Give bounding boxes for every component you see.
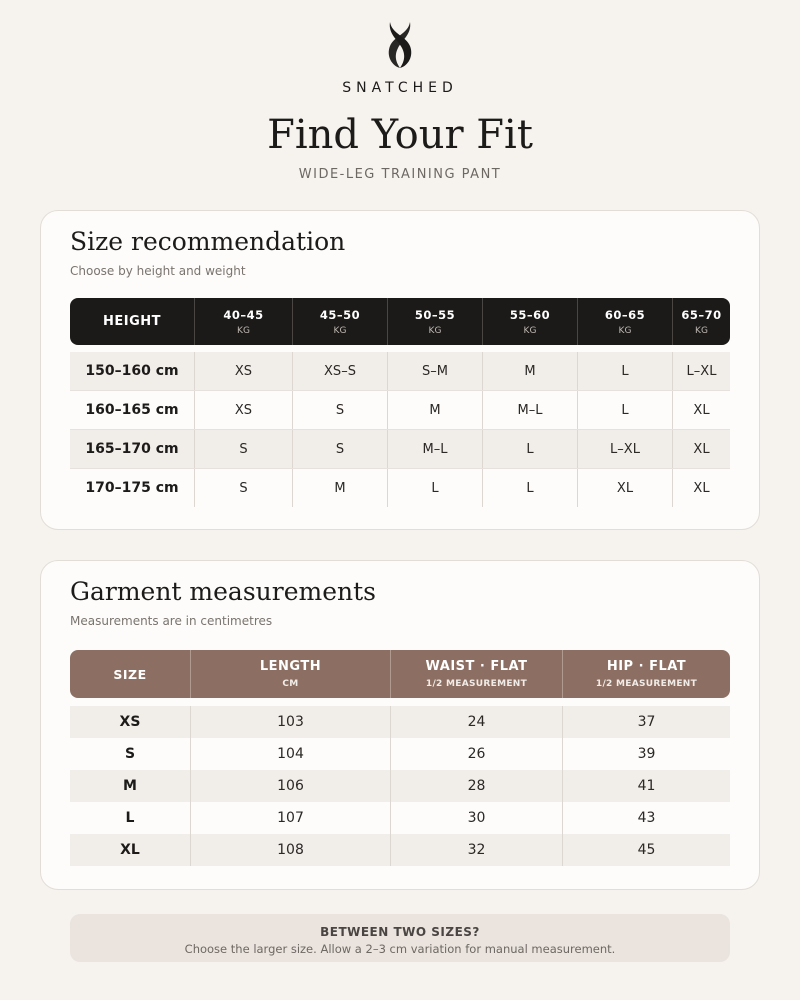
table-body (70, 352, 730, 507)
size-cell: XS (119, 714, 141, 730)
hip-cell: 45 (562, 834, 730, 866)
note-title: BETWEEN TWO SIZES? (320, 925, 480, 939)
size-cell: L (125, 810, 135, 826)
weight-range: 40–45 (223, 307, 264, 322)
between-sizes-note (70, 914, 730, 962)
header-cell-weight (577, 298, 672, 345)
size-cell: L (482, 469, 577, 507)
weight-range: 65–70 (681, 307, 722, 322)
size-cell: S (194, 469, 292, 507)
header-label: SIZE (113, 666, 147, 682)
header-unit: 1/2 MEASUREMENT (595, 679, 698, 689)
size-cell: XL (672, 391, 730, 429)
page-title: Find Your Fit (267, 112, 533, 158)
header-label: LENGTH (259, 659, 322, 674)
size-cell: L–XL (577, 430, 672, 468)
brand-name: SNATCHED (342, 80, 458, 96)
table-row (70, 429, 730, 468)
header-unit: 1/2 MEASUREMENT (425, 679, 528, 689)
size-cell: M (482, 352, 577, 390)
header-cell-height (70, 298, 194, 345)
size-cell: M–L (387, 430, 482, 468)
table-header-row (70, 298, 730, 345)
size-cell: M (387, 391, 482, 429)
height-cell: 165–170 cm (85, 441, 179, 457)
garment-measurements-table (70, 650, 730, 866)
size-cell: XL (120, 842, 140, 858)
table-row (70, 802, 730, 834)
weight-unit: KG (618, 325, 632, 336)
size-cell: M (123, 778, 137, 794)
page-subtitle: WIDE-LEG TRAINING PANT (298, 167, 502, 182)
height-cell: 170–175 cm (85, 480, 179, 496)
height-cell: 160–165 cm (85, 402, 179, 418)
header-cell-weight (194, 298, 292, 345)
weight-unit: KG (428, 325, 442, 336)
size-cell: S (292, 430, 387, 468)
header-label: WAIST · FLAT (425, 659, 528, 674)
length-cell: 107 (190, 802, 390, 834)
size-cell: L–XL (672, 352, 730, 390)
table-body (70, 706, 730, 866)
weight-range: 55–60 (509, 307, 551, 322)
card-subtitle: Choose by height and weight (70, 264, 246, 278)
size-cell: XL (672, 469, 730, 507)
table-row (70, 834, 730, 866)
table-header-row (70, 650, 730, 698)
header-cell-weight (482, 298, 577, 345)
height-cell: 150–160 cm (85, 363, 179, 379)
card-title: Size recommendation (70, 227, 346, 256)
table-row (70, 352, 730, 390)
waist-cell: 26 (390, 738, 562, 770)
header-cell-length (190, 650, 390, 698)
size-cell: S (194, 430, 292, 468)
hip-cell: 39 (562, 738, 730, 770)
garment-measurements-card (40, 560, 760, 890)
size-cell: L (482, 430, 577, 468)
weight-unit: KG (523, 325, 537, 336)
header-cell-size (70, 650, 190, 698)
card-title: Garment measurements (70, 577, 376, 606)
table-row (70, 770, 730, 802)
waist-cell: 28 (390, 770, 562, 802)
header-cell-weight (672, 298, 730, 345)
size-cell: XS–S (292, 352, 387, 390)
header-cell-hip (562, 650, 730, 698)
weight-unit: KG (237, 325, 250, 336)
hip-cell: 37 (562, 706, 730, 738)
size-recommendation-table (70, 298, 730, 507)
header-unit: CM (282, 679, 299, 689)
card-subtitle: Measurements are in centimetres (70, 614, 273, 628)
hourglass-x-logo-icon (384, 20, 416, 70)
table-row (70, 738, 730, 770)
weight-range: 60–65 (604, 307, 646, 322)
length-cell: 104 (190, 738, 390, 770)
size-cell: M–L (482, 391, 577, 429)
size-cell: L (577, 352, 672, 390)
header-cell-weight (292, 298, 387, 345)
hip-cell: 43 (562, 802, 730, 834)
weight-unit: KG (333, 325, 347, 336)
size-recommendation-card (40, 210, 760, 530)
table-row (70, 390, 730, 429)
note-text: Choose the larger size. Allow a 2–3 cm variation for manual measurement. (184, 942, 616, 956)
header-label: HIP · FLAT (606, 659, 687, 674)
size-cell: XS (194, 352, 292, 390)
waist-cell: 30 (390, 802, 562, 834)
size-cell: XL (672, 430, 730, 468)
size-cell: M (292, 469, 387, 507)
length-cell: 106 (190, 770, 390, 802)
size-cell: S (124, 746, 136, 762)
size-cell: L (577, 391, 672, 429)
table-row (70, 468, 730, 507)
length-cell: 103 (190, 706, 390, 738)
header-cell-weight (387, 298, 482, 345)
size-cell: L (387, 469, 482, 507)
size-cell: S–M (387, 352, 482, 390)
hip-cell: 41 (562, 770, 730, 802)
table-row (70, 706, 730, 738)
waist-cell: 32 (390, 834, 562, 866)
header-label: HEIGHT (102, 314, 161, 329)
waist-cell: 24 (390, 706, 562, 738)
weight-unit: KG (695, 325, 708, 336)
length-cell: 108 (190, 834, 390, 866)
size-cell: XL (577, 469, 672, 507)
header-cell-waist (390, 650, 562, 698)
size-cell: S (292, 391, 387, 429)
weight-range: 45–50 (319, 307, 361, 322)
weight-range: 50–55 (414, 307, 456, 322)
size-cell: XS (194, 391, 292, 429)
